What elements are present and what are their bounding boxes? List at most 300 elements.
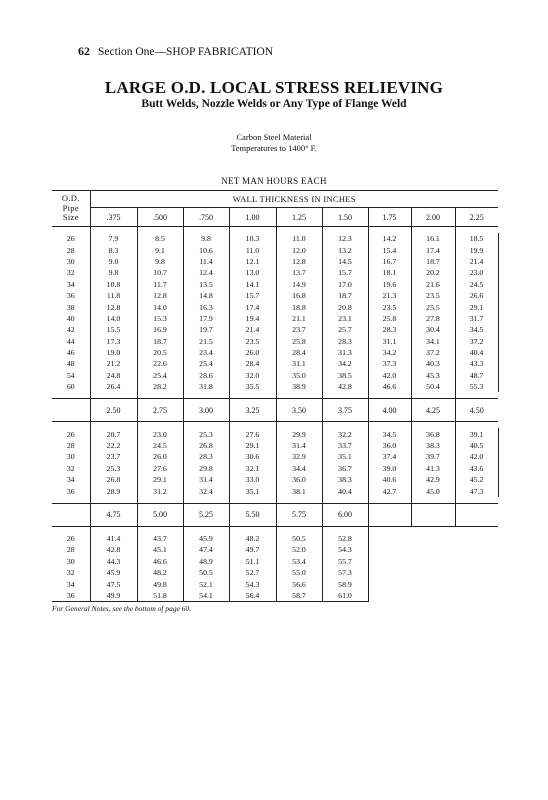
man-hours-cell: 55.0 [276, 567, 322, 578]
material-line: Carbon Steel Material [236, 132, 312, 142]
od-size-cell: 36 [52, 485, 90, 496]
man-hours-cell: 7.9 [90, 233, 137, 244]
man-hours-cell: 50.5 [276, 533, 322, 544]
man-hours-cell: 33.0 [229, 474, 276, 485]
thickness-cell: 4.25 [411, 399, 455, 422]
man-hours-cell: 15.7 [322, 267, 368, 278]
empty-cell [411, 544, 455, 555]
man-hours-cell: 19.7 [183, 324, 229, 335]
thickness-row [52, 399, 498, 422]
man-hours-cell: 41.4 [90, 533, 137, 544]
od-header-line: O.D. [61, 193, 80, 204]
od-size-cell: 48 [52, 358, 90, 369]
man-hours-cell: 24.8 [90, 370, 137, 381]
man-hours-cell: 23.0 [137, 428, 183, 439]
man-hours-cell: 18.1 [368, 267, 411, 278]
man-hours-cell: 58.7 [276, 590, 322, 602]
empty-cell [455, 556, 498, 567]
man-hours-cell: 40.3 [411, 358, 455, 369]
man-hours-cell: 42.9 [411, 474, 455, 485]
material-note [0, 132, 548, 154]
od-size-cell: 32 [52, 463, 90, 474]
man-hours-cell: 21.2 [90, 358, 137, 369]
man-hours-cell: 21.3 [368, 290, 411, 301]
man-hours-cell: 23.7 [276, 324, 322, 335]
man-hours-cell: 34.4 [276, 463, 322, 474]
thickness-cell: 3.00 [183, 399, 229, 422]
man-hours-cell: 31.4 [276, 440, 322, 451]
man-hours-cell: 37.4 [368, 451, 411, 462]
table-row [52, 233, 498, 244]
table-row [52, 267, 498, 278]
man-hours-cell: 39.0 [368, 463, 411, 474]
thickness-cell: .750 [183, 208, 229, 227]
man-hours-cell: 14.9 [276, 279, 322, 290]
man-hours-cell: 49.9 [90, 590, 137, 602]
thickness-cell: .375 [90, 208, 137, 227]
table-row [52, 279, 498, 290]
man-hours-cell: 31.1 [276, 358, 322, 369]
man-hours-cell: 20.5 [137, 347, 183, 358]
thickness-cell: 5.75 [276, 503, 322, 526]
table-row [52, 533, 498, 544]
man-hours-cell: 21.5 [183, 336, 229, 347]
man-hours-cell: 29.1 [229, 440, 276, 451]
man-hours-cell: 26.8 [90, 474, 137, 485]
empty-cell [368, 533, 411, 544]
thickness-cell: 2.25 [455, 208, 498, 227]
empty-cell [455, 578, 498, 589]
man-hours-cell: 17.3 [90, 336, 137, 347]
man-hours-cell: 33.7 [322, 440, 368, 451]
empty-cell [455, 590, 498, 602]
man-hours-cell: 50.5 [183, 567, 229, 578]
table-row [52, 590, 498, 602]
man-hours-cell: 16.8 [276, 290, 322, 301]
od-blank-cell [52, 399, 90, 422]
man-hours-cell: 32.0 [229, 370, 276, 381]
man-hours-cell: 30.4 [411, 324, 455, 335]
man-hours-cell: 19.0 [90, 347, 137, 358]
man-hours-cell: 61.0 [322, 590, 368, 602]
man-hours-cell: 36.7 [322, 463, 368, 474]
man-hours-cell: 14.2 [368, 233, 411, 244]
man-hours-cell: 14.0 [90, 313, 137, 324]
man-hours-cell: 9.0 [90, 256, 137, 267]
temperature-line: Temperatures to 1400° F. [231, 143, 317, 153]
man-hours-cell: 16.1 [411, 233, 455, 244]
empty-cell [411, 590, 455, 602]
man-hours-cell: 51.1 [229, 556, 276, 567]
man-hours-cell: 31.7 [455, 313, 498, 324]
man-hours-cell: 51.8 [137, 590, 183, 602]
man-hours-cell: 12.8 [276, 256, 322, 267]
od-size-cell: 26 [52, 428, 90, 439]
thickness-row [52, 503, 498, 526]
od-size-cell: 36 [52, 590, 90, 602]
stress-relieving-table [52, 190, 499, 602]
man-hours-cell: 55.3 [455, 381, 498, 392]
man-hours-cell: 23.5 [411, 290, 455, 301]
footnote: For General Notes, see the bottom of page 60. [52, 604, 192, 613]
man-hours-cell: 44.3 [90, 556, 137, 567]
man-hours-cell: 12.0 [276, 244, 322, 255]
table-row [52, 244, 498, 255]
man-hours-cell: 21.1 [276, 313, 322, 324]
man-hours-cell: 52.0 [276, 544, 322, 555]
man-hours-cell: 35.1 [229, 485, 276, 496]
man-hours-cell: 32.4 [183, 485, 229, 496]
man-hours-cell: 13.5 [183, 279, 229, 290]
man-hours-cell: 10.7 [137, 267, 183, 278]
man-hours-cell: 45.9 [183, 533, 229, 544]
man-hours-cell: 34.2 [322, 358, 368, 369]
man-hours-cell: 23.5 [229, 336, 276, 347]
man-hours-cell: 10.6 [183, 244, 229, 255]
man-hours-cell: 50.4 [411, 381, 455, 392]
od-pipe-size-header [52, 191, 90, 227]
od-size-cell: 46 [52, 347, 90, 358]
man-hours-cell: 28.4 [276, 347, 322, 358]
page-subtitle: Butt Welds, Nozzle Welds or Any Type of Flange Weld [141, 98, 407, 110]
man-hours-cell: 17.4 [411, 244, 455, 255]
man-hours-cell: 15.7 [229, 290, 276, 301]
section-title: Section One—SHOP FABRICATION [98, 46, 274, 58]
od-header-line: Size [62, 212, 79, 223]
man-hours-cell: 48.7 [455, 370, 498, 381]
man-hours-cell: 43.6 [455, 463, 498, 474]
man-hours-cell: 23.1 [322, 313, 368, 324]
man-hours-cell: 39.1 [455, 428, 498, 439]
table-row [52, 313, 498, 324]
man-hours-cell: 25.3 [90, 463, 137, 474]
man-hours-cell: 40.4 [322, 485, 368, 496]
man-hours-cell: 9.1 [137, 244, 183, 255]
thickness-row [52, 208, 498, 227]
wall-thickness-header: WALL THICKNESS IN INCHES [90, 191, 498, 208]
man-hours-cell: 30.6 [229, 451, 276, 462]
man-hours-cell: 11.0 [229, 244, 276, 255]
man-hours-cell: 36.0 [276, 474, 322, 485]
empty-cell [411, 567, 455, 578]
man-hours-cell: 27.8 [411, 313, 455, 324]
man-hours-cell: 38.3 [411, 440, 455, 451]
od-size-cell: 30 [52, 556, 90, 567]
empty-cell [411, 556, 455, 567]
od-size-cell: 28 [52, 440, 90, 451]
man-hours-cell: 18.7 [322, 290, 368, 301]
man-hours-cell: 40.5 [455, 440, 498, 451]
man-hours-cell: 13.2 [322, 244, 368, 255]
man-hours-cell: 31.8 [183, 381, 229, 392]
thickness-cell: 5.00 [137, 503, 183, 526]
empty-cell [368, 578, 411, 589]
thickness-cell: 2.00 [411, 208, 455, 227]
empty-cell [455, 533, 498, 544]
man-hours-cell: 25.7 [322, 324, 368, 335]
man-hours-cell: 8.3 [90, 244, 137, 255]
man-hours-cell: 57.3 [322, 567, 368, 578]
man-hours-cell: 20.7 [90, 428, 137, 439]
man-hours-cell: 56.4 [229, 590, 276, 602]
man-hours-cell: 46.6 [368, 381, 411, 392]
man-hours-cell: 31.3 [322, 347, 368, 358]
man-hours-cell: 16.7 [368, 256, 411, 267]
empty-cell [368, 544, 411, 555]
man-hours-cell: 19.6 [368, 279, 411, 290]
man-hours-cell: 23.5 [368, 301, 411, 312]
man-hours-cell: 12.4 [183, 267, 229, 278]
man-hours-cell: 38.3 [322, 474, 368, 485]
man-hours-cell: 49.7 [229, 544, 276, 555]
net-hours-label: NET MAN HOURS EACH [221, 176, 327, 186]
man-hours-cell: 18.8 [276, 301, 322, 312]
table-row [52, 440, 498, 451]
man-hours-cell: 55.7 [322, 556, 368, 567]
man-hours-cell: 34.5 [368, 428, 411, 439]
thickness-cell: 2.50 [90, 399, 137, 422]
man-hours-cell: 47.5 [90, 578, 137, 589]
table-row [52, 336, 498, 347]
od-header-line: Pipe [62, 202, 79, 213]
od-size-cell: 30 [52, 451, 90, 462]
empty-cell [455, 544, 498, 555]
man-hours-cell: 18.5 [455, 233, 498, 244]
man-hours-cell: 36.8 [411, 428, 455, 439]
thickness-cell: 5.25 [183, 503, 229, 526]
man-hours-cell: 56.6 [276, 578, 322, 589]
man-hours-cell: 32.1 [229, 463, 276, 474]
man-hours-cell: 28.3 [183, 451, 229, 462]
man-hours-cell: 14.0 [137, 301, 183, 312]
man-hours-cell: 31.1 [368, 336, 411, 347]
man-hours-cell: 15.4 [368, 244, 411, 255]
od-size-cell: 28 [52, 244, 90, 255]
thickness-cell: 3.50 [276, 399, 322, 422]
table-row [52, 567, 498, 578]
od-size-cell: 26 [52, 233, 90, 244]
od-size-cell: 38 [52, 301, 90, 312]
header-row [52, 191, 498, 208]
od-size-cell: 30 [52, 256, 90, 267]
man-hours-cell: 13.0 [229, 267, 276, 278]
thickness-cell: 1.00 [229, 208, 276, 227]
man-hours-cell: 26.0 [137, 451, 183, 462]
man-hours-cell: 49.8 [137, 578, 183, 589]
empty-cell [368, 503, 411, 526]
man-hours-cell: 12.8 [90, 301, 137, 312]
man-hours-cell: 39.7 [411, 451, 455, 462]
man-hours-cell: 26.4 [90, 381, 137, 392]
man-hours-cell: 36.0 [368, 440, 411, 451]
man-hours-cell: 48.2 [229, 533, 276, 544]
man-hours-cell: 31.4 [183, 474, 229, 485]
man-hours-cell: 10.8 [90, 279, 137, 290]
table-row [52, 370, 498, 381]
man-hours-cell: 28.6 [183, 370, 229, 381]
man-hours-cell: 29.8 [183, 463, 229, 474]
empty-cell [368, 590, 411, 602]
man-hours-cell: 54.1 [183, 590, 229, 602]
man-hours-cell: 18.7 [137, 336, 183, 347]
man-hours-cell: 24.5 [137, 440, 183, 451]
od-size-cell: 44 [52, 336, 90, 347]
man-hours-cell: 42.0 [455, 451, 498, 462]
man-hours-cell: 27.6 [229, 428, 276, 439]
man-hours-cell: 12.1 [229, 256, 276, 267]
thickness-cell: .500 [137, 208, 183, 227]
empty-cell [455, 503, 498, 526]
man-hours-cell: 8.5 [137, 233, 183, 244]
man-hours-cell: 25.4 [137, 370, 183, 381]
table-row [52, 290, 498, 301]
man-hours-cell: 23.4 [183, 347, 229, 358]
od-blank-cell [52, 503, 90, 526]
table-row [52, 451, 498, 462]
table-row [52, 428, 498, 439]
man-hours-cell: 21.4 [229, 324, 276, 335]
man-hours-cell: 29.1 [137, 474, 183, 485]
table-row [52, 358, 498, 369]
man-hours-cell: 23.7 [90, 451, 137, 462]
man-hours-cell: 19.9 [455, 244, 498, 255]
man-hours-cell: 14.8 [183, 290, 229, 301]
thickness-cell: 3.75 [322, 399, 368, 422]
man-hours-cell: 45.9 [90, 567, 137, 578]
thickness-cell: 1.50 [322, 208, 368, 227]
man-hours-cell: 35.5 [229, 381, 276, 392]
man-hours-cell: 19.4 [229, 313, 276, 324]
man-hours-cell: 15.5 [90, 324, 137, 335]
man-hours-cell: 27.6 [137, 463, 183, 474]
man-hours-cell: 28.3 [322, 336, 368, 347]
man-hours-cell: 11.0 [276, 233, 322, 244]
table-row [52, 578, 498, 589]
man-hours-cell: 28.2 [137, 381, 183, 392]
table-row [52, 256, 498, 267]
table-row [52, 544, 498, 555]
thickness-cell: 4.00 [368, 399, 411, 422]
man-hours-cell: 28.9 [90, 485, 137, 496]
thickness-cell: 4.50 [455, 399, 498, 422]
man-hours-cell: 26.6 [455, 290, 498, 301]
empty-cell [368, 556, 411, 567]
man-hours-cell: 37.3 [368, 358, 411, 369]
man-hours-cell: 25.3 [183, 428, 229, 439]
man-hours-cell: 31.2 [137, 485, 183, 496]
man-hours-cell: 13.7 [276, 267, 322, 278]
od-size-cell: 42 [52, 324, 90, 335]
man-hours-cell: 22.2 [90, 440, 137, 451]
od-size-cell: 26 [52, 533, 90, 544]
man-hours-cell: 48.2 [137, 567, 183, 578]
thickness-cell: 1.25 [276, 208, 322, 227]
man-hours-cell: 9.8 [183, 233, 229, 244]
man-hours-cell: 42.8 [322, 381, 368, 392]
od-size-cell: 34 [52, 279, 90, 290]
man-hours-cell: 38.1 [276, 485, 322, 496]
man-hours-cell: 42.7 [368, 485, 411, 496]
thickness-cell: 1.75 [368, 208, 411, 227]
man-hours-cell: 17.9 [183, 313, 229, 324]
man-hours-cell: 42.8 [90, 544, 137, 555]
man-hours-cell: 25.4 [183, 358, 229, 369]
man-hours-cell: 53.4 [276, 556, 322, 567]
man-hours-cell: 9.8 [90, 267, 137, 278]
man-hours-cell: 11.4 [183, 256, 229, 267]
table-row [52, 301, 498, 312]
man-hours-cell: 54.3 [229, 578, 276, 589]
table-row [52, 474, 498, 485]
man-hours-cell: 25.8 [368, 313, 411, 324]
man-hours-cell: 35.1 [322, 451, 368, 462]
man-hours-cell: 40.6 [368, 474, 411, 485]
man-hours-cell: 10.3 [229, 233, 276, 244]
od-size-cell: 60 [52, 381, 90, 392]
thickness-cell: 6.00 [322, 503, 368, 526]
man-hours-cell: 34.5 [455, 324, 498, 335]
man-hours-cell: 41.3 [411, 463, 455, 474]
man-hours-cell: 21.4 [455, 256, 498, 267]
man-hours-cell: 9.8 [137, 256, 183, 267]
man-hours-cell: 18.7 [411, 256, 455, 267]
od-size-cell: 32 [52, 567, 90, 578]
man-hours-cell: 25.8 [276, 336, 322, 347]
man-hours-cell: 52.7 [229, 567, 276, 578]
page-header [78, 44, 273, 59]
man-hours-cell: 43.7 [137, 533, 183, 544]
table-row [52, 324, 498, 335]
man-hours-cell: 25.5 [411, 301, 455, 312]
man-hours-cell: 52.8 [322, 533, 368, 544]
man-hours-cell: 29.1 [455, 301, 498, 312]
man-hours-cell: 45.0 [411, 485, 455, 496]
table-row [52, 463, 498, 474]
man-hours-cell: 34.2 [368, 347, 411, 358]
od-size-cell: 32 [52, 267, 90, 278]
od-size-cell: 40 [52, 313, 90, 324]
man-hours-cell: 32.9 [276, 451, 322, 462]
man-hours-cell: 45.3 [411, 370, 455, 381]
man-hours-cell: 12.8 [137, 290, 183, 301]
od-size-cell: 34 [52, 578, 90, 589]
man-hours-cell: 23.0 [455, 267, 498, 278]
man-hours-cell: 11.7 [137, 279, 183, 290]
table-row [52, 347, 498, 358]
man-hours-cell: 47.3 [455, 485, 498, 496]
man-hours-cell: 47.4 [183, 544, 229, 555]
man-hours-cell: 22.6 [137, 358, 183, 369]
man-hours-cell: 15.3 [137, 313, 183, 324]
man-hours-cell: 45.1 [137, 544, 183, 555]
man-hours-cell: 28.3 [368, 324, 411, 335]
man-hours-cell: 38.5 [322, 370, 368, 381]
man-hours-cell: 21.6 [411, 279, 455, 290]
thickness-cell: 2.75 [137, 399, 183, 422]
man-hours-cell: 26.8 [183, 440, 229, 451]
man-hours-cell: 45.2 [455, 474, 498, 485]
man-hours-cell: 17.0 [322, 279, 368, 290]
man-hours-cell: 20.8 [322, 301, 368, 312]
man-hours-cell: 46.6 [137, 556, 183, 567]
thickness-cell: 4.75 [90, 503, 137, 526]
table-row [52, 556, 498, 567]
man-hours-cell: 17.4 [229, 301, 276, 312]
thickness-cell: 5.50 [229, 503, 276, 526]
man-hours-cell: 43.3 [455, 358, 498, 369]
man-hours-cell: 37.2 [411, 347, 455, 358]
od-size-cell: 34 [52, 474, 90, 485]
